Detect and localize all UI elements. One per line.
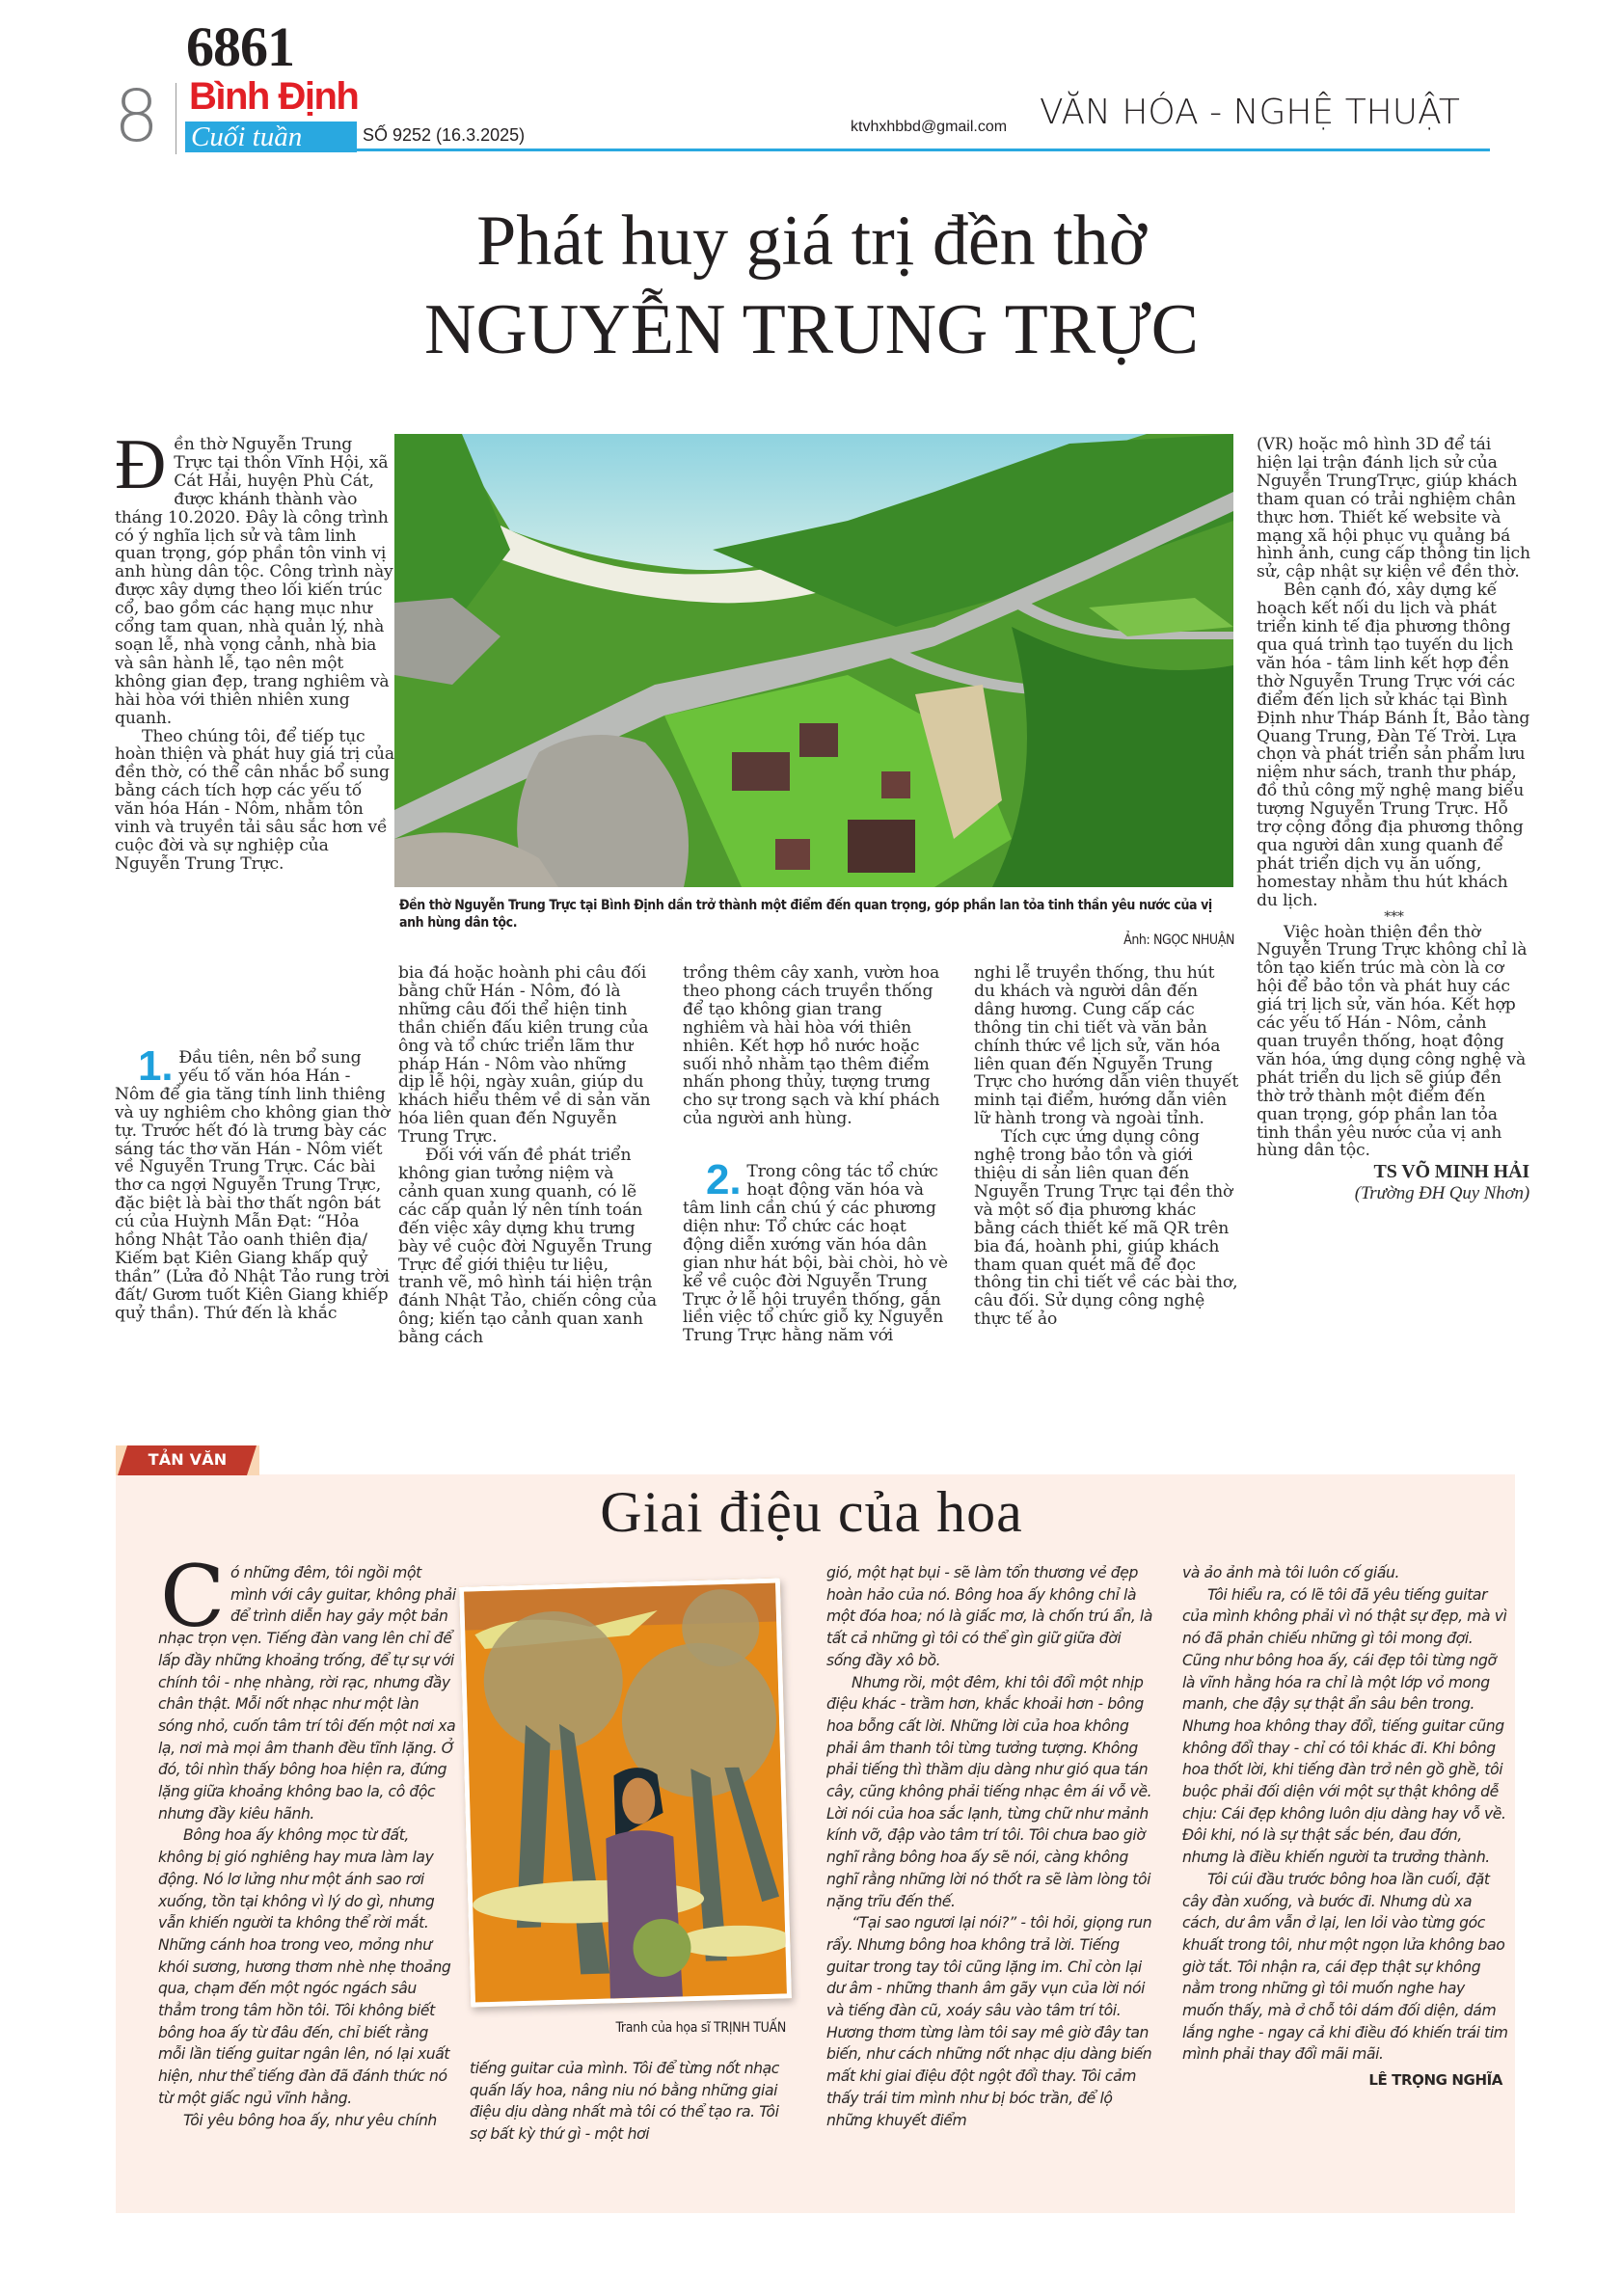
essay-column-4 (1182, 1562, 1510, 2092)
essay-title: Giai điệu của hoa (600, 1480, 1023, 1544)
essay-author: LÊ TRỌNG NGHĨA (1368, 2071, 1502, 2090)
section-title: VĂN HÓA - NGHỆ THUẬT (1040, 93, 1460, 132)
essay-paragraph: tiếng guitar của mình. Tôi để từng nốt nhạc quấn lấy hoa, nâng niu nó bằng những giai điệu dịu dàng nhất mà tôi có thể tạo ra. Tôi sợ bất kỳ thứ gì - một hơi (470, 2060, 779, 2144)
article-column-3 (683, 964, 948, 1345)
article-headline (0, 199, 1623, 376)
author-affiliation: (Trường ĐH Quy Nhơn) (1354, 1183, 1529, 1204)
newspaper-logo-name: Bình Định (189, 75, 359, 118)
article-point-1: 1. Đầu tiên, nên bổ sung yếu tố văn hóa Hán - Nôm để gia tăng tính linh thiêng và uy nghiêm cho không gian thờ tự. Trước hết đó là trưng bày các sáng tác thơ văn Hán - Nôm viết về Nguyễn Trung Trực. Các bài thơ ca ngợi Nguyễn Trung Trực, đặc biệt là bài thơ thất ngôn bát cú của Huỳnh Mẫn Đạt: “Hỏa hồng Nhật Tảo oanh thiên địa/ Kiếm bạt Kiên Giang khấp quỷ thần” (Lửa đỏ Nhật Tảo rung trời đất/ Gươm tuốt Kiên Giang khiếp quỷ thần). Thứ đến là khắc (115, 1042, 391, 1323)
essay-paragraph: Có những đêm, tôi ngồi một mình với cây guitar, không phải để trình diễn hay gảy một bản nhạc trọn vẹn. Tiếng đàn vang lên chỉ để lấp đầy những khoảng trống, để tự sự với chính tôi - nhẹ nhàng, rời rạc, nhưng đầy chân thật. Mỗi nốt nhạc như một làn sóng nhỏ, cuốn tâm trí tôi đến một nơi xa lạ, nơi mà mọi âm thanh đều tĩnh lặng. Ở đó, tôi nhìn thấy bông hoa hiện ra, đứng lặng giữa khoảng không bao la, cô độc nhưng đầy kiêu hãnh. (158, 1547, 456, 1823)
headline-line-2: NGUYỄN TRUNG TRỰC (424, 290, 1199, 369)
essay-column-2 (470, 2058, 798, 2146)
painting-illustration (464, 1583, 787, 2003)
article-column-2 (398, 964, 657, 1347)
headline-line-1: Phát huy giá trị đền thờ (476, 202, 1147, 281)
point-number-2: 2. (706, 1156, 742, 1204)
article-paragraph: trồng thêm cây xanh, vườn hoa theo phong cách truyền thống để tạo không gian trang nghiêm và hài hòa với thiên nhiên. Kết hợp hồ nước hoặc suối nhỏ nhằm tạo thêm điểm nhấn phong thủy, tượng trưng cho sự trong sạch và khí phách của người anh hùng. (683, 963, 940, 1129)
article-paragraph: Theo chúng tôi, để tiếp tục hoàn thiện và phát huy giá trị của đền thờ, có thể cân nhắc bổ sung bằng cách tích hợp các yếu tố văn hóa Hán - Nôm, nhằm tôn vinh và truyền tải sâu sắc hơn về cuộc đời và sự nghiệp của Nguyễn Trung Trực. (115, 726, 394, 874)
painting-image (459, 1578, 792, 2007)
essay-paragraph: Tôi yêu bông hoa ấy, như yêu chính (183, 2111, 437, 2129)
essay-column-1 (158, 1547, 457, 2131)
article-paragraph: Đối với vấn đề phát triển không gian tưởng niệm và cảnh quan xung quanh, có lẽ các cấp quản lý nên tính toán đến việc xây dựng khu trưng bày về cuộc đời Nguyễn Trung Trực để giới thiệu tư liệu, tranh vẽ, mô hình tái hiện trận đánh Nhật Tảo, chiến công của ông; kiến tạo cảnh quan xanh bằng cách (398, 1146, 657, 1348)
issue-number: SỐ 9252 (16.3.2025) (363, 125, 526, 145)
essay-paragraph: Nhưng rồi, một đêm, khi tôi đổi một nhịp điệu khác - trầm hơn, khắc khoải hơn - bông hoa bỗng cất lời. Những lời của hoa không phải âm thanh tôi từng tưởng tượng. Không phải tiếng thì thầm dịu dàng như gió qua tán cây, cũng không phải tiếng nhạc êm ái vỗ về. Lời nói của hoa sắc lạnh, từng chữ như mảnh kính vỡ, đập vào tâm trí tôi. Tôi chưa bao giờ nghĩ rằng bông hoa ấy sẽ nói, càng không nghĩ rằng những lời nó thốt ra sẽ làm lòng tôi nặng trĩu đến thế. (826, 1673, 1152, 1910)
drop-cap: Đ (115, 425, 167, 504)
article-column-1-lower (115, 1042, 394, 1323)
article-paragraph: Tích cực ứng dụng công nghệ trong bảo tồn và giới thiệu di sản liên quan đến Nguyễn Trung Trực tại đền thờ và một số địa phương khác bằng cách thiết kế mã QR trên bia đá, hoành phi, giúp khách tham quan quét mã để đọc thông tin chi tiết về các bài thơ, câu đối. Sử dụng công nghệ thực tế ảo (974, 1127, 1238, 1330)
section-separator: *** (1384, 908, 1404, 925)
essay-paragraph: Tôi hiểu ra, có lẽ tôi đã yêu tiếng guitar của mình không phải vì nó thật sự đẹp, mà vì nó đã phản chiếu những gì tôi mong đợi. Cũng như bông hoa ấy, cái đẹp tôi từng ngỡ là vĩnh hằng hóa ra chỉ là một lớp vỏ mong manh, che đậy sự thật ẩn sâu bên trong. Nhưng hoa không thay đổi, tiếng guitar cũng không đổi thay - chỉ có tôi khác đi. Khi bông hoa thốt lời, khi tiếng đàn trở nên gồ ghề, tôi buộc phải đối diện với một sự thật không dễ chịu: Cái đẹp không luôn dịu dàng hay vỗ về. Đôi khi, nó là sự thật sắc bén, đau đớn, nhưng là điều khiến người ta trưởng thành. (1182, 1585, 1507, 1867)
essay-paragraph: Tôi cúi đầu trước bông hoa lần cuối, đặt cây đàn xuống, và bước đi. Nhưng dù xa cách, dư âm vẫn ở lại, len lỏi vào từng góc khuất trong tôi, như một ngọn lửa không bao giờ tắt. Tôi nhận ra, cái đẹp thật sự không nằm trong những gì tôi muốn nghe hay muốn thấy, mà ở chỗ tôi dám đối diện, dám lắng nghe - ngay cả khi điều đó khiến trái tim mình phải thay đổi mãi mãi. (1182, 1870, 1508, 2064)
essay-category-tag (116, 1445, 259, 1475)
essay-paragraph: “Tại sao ngươi lại nói?” - tôi hỏi, giọng run rẩy. Nhưng bông hoa không trả lời. Tiếng guitar trong tay tôi cũng lặng im. Chỉ còn lại dư âm - những thanh âm gãy vụn của lời nói và tiếng đàn cũ, xoáy sâu vào tâm trí tôi. Hương thơm từng làm tôi say mê giờ đây tan biến, như cách những nốt nhạc dịu dàng biến mất khi giai điệu đột ngột đổi thay. Tôi cảm thấy trái tim mình như bị bóc trần, để lộ những khuyết điểm (826, 1914, 1152, 2129)
contact-email[interactable]: ktvhxhbbd@gmail.com (851, 119, 1008, 135)
article-point-2: 2. Trong công tác tổ chức hoạt động văn hóa và tâm linh cần chú ý các phương diện như: Tổ chức các hoạt động diễn xướng văn hóa dân gian như hát bội, bài chòi, hò vè kể về cuộc đời Nguyễn Trung Trực ở lễ hội truyền thống, gắn liền việc tổ chức giỗ kỵ Nguyễn Trung Trực hằng năm với (683, 1156, 948, 1346)
article-paragraph: Bên cạnh đó, xây dựng kế hoạch kết nối du lịch và phát triển kinh tế địa phương thông qua quá trình tạo tuyến du lịch văn hóa - tâm linh kết hợp đền thờ Nguyễn Trung Trực với các điểm đến lịch sử khác tại Bình Định như Tháp Bánh Ít, Bảo tàng Quang Trung, Đàn Tế Trời. Lựa chọn và phát triển sản phẩm lưu niệm như sách, tranh thư pháp, đồ thủ công mỹ nghệ mang biểu tượng Nguyễn Trung Trực. Hỗ trợ cộng đồng địa phương thông qua người dân xung quanh để phát triển dịch vụ ăn uống, homestay nhằm thu hút khách du lịch. (1257, 581, 1530, 910)
article-column-5 (1257, 436, 1531, 1204)
article-author: TS VÕ MINH HẢI (1373, 1161, 1529, 1183)
aerial-photo-illustration (394, 434, 1233, 887)
page-code-number: 6861 (186, 15, 294, 78)
article-intro: Đền thờ Nguyễn Trung Trực tại thôn Vĩnh Hội, xã Cát Hải, huyện Phù Cát, được khánh thành vào tháng 10.2020. Đây là công trình có ý nghĩa lịch sử và tâm linh quan trọng, góp phần tôn vinh vị anh hùng dân tộc. Công trình này được xây dựng theo lối kiến trúc cổ, bao gồm các hạng mục như cổng tam quan, nhà quản lý, nhà soạn lễ, nhà vọng cảnh, nhà bia và sân hành lễ, tạo nên một không gian đẹp, trang nghiêm và hài hòa với thiên nhiên xung quanh. (115, 425, 393, 728)
article-paragraph: (VR) hoặc mô hình 3D để tái hiện lại trận đánh lịch sử của Nguyễn TrungTrực, giúp khách tham quan có trải nghiệm chân thực hơn. Thiết kế website và mạng xã hội phục vụ quảng bá hình ảnh, cung cấp thông tin lịch sử, cập nhật sự kiện về đền thờ. (1257, 435, 1530, 582)
article-paragraph: bia đá hoặc hoành phi câu đối bằng chữ Hán - Nôm, đó là những câu đối thể hiện tinh thần chiến đấu kiên trung của ông và tổ chức triển lãm thư pháp Hán - Nôm vào những dịp lễ hội, ngày xuân, giúp du khách hiểu thêm về di sản văn hóa liên quan đến Nguyễn Trung Trực. (398, 963, 651, 1148)
essay-category-label: TẢN VĂN (148, 1450, 228, 1469)
painting-caption: Tranh của họa sĩ TRỊNH TUẤN (615, 2020, 786, 2036)
photo-caption (399, 897, 1234, 949)
point-number-1: 1. (138, 1042, 174, 1090)
essay-drop-cap: C (160, 1547, 225, 1646)
photo-credit: Ảnh: NGỌC NHUẬN (1123, 932, 1234, 948)
temple-aerial-photo (394, 434, 1233, 887)
article-paragraph: nghi lễ truyền thống, thu hút du khách và người dân đến dâng hương. Cung cấp các thông tin chi tiết và văn bản chính thức về lịch sử, văn hóa liên quan đến Nguyễn Trung Trực cho hướng dẫn viên thuyết minh tại điểm, hướng dẫn viên lữ hành trong và ngoài tỉnh. (974, 963, 1239, 1129)
essay-paragraph: Bông hoa ấy không mọc từ đất, không bị gió nghiêng hay mưa làm lay động. Nó lơ lửng như một ánh sao rơi xuống, tồn tại không vì lý do gì, nhưng vẫn khiến người ta không thể rời mắt. Những cánh hoa trong veo, mỏng như khói sương, hương thơm nhè nhẹ thoảng qua, chạm đến một ngóc ngách sâu thẳm trong tâm hồn tôi. Tôi không biết bông hoa ấy từ đâu đến, chỉ biết rằng mỗi lần tiếng guitar ngân lên, nó lại xuất hiện, như thể tiếng đàn đã đánh thức nó từ một giấc ngủ vĩnh hằng. (158, 1826, 451, 2107)
article-column-4 (974, 964, 1239, 1329)
photo-caption-text: Đền thờ Nguyễn Trung Trực tại Bình Định dần trở thành một điểm đến quan trọng, góp phần lan tỏa tinh thần yêu nước của vị anh hùng dân tộc. (399, 898, 1212, 931)
header-rule (357, 149, 1490, 151)
newspaper-logo-subtitle: Cuối tuần (185, 122, 357, 152)
article-column-1 (115, 425, 394, 874)
article-conclusion: Việc hoàn thiện đền thờ Nguyễn Trung Trực không chỉ là tôn tạo kiến trúc mà còn là cơ hội để bảo tồn và phát huy các giá trị lịch sử, văn hóa. Kết hợp các yếu tố Hán - Nôm, cảnh quan truyền thống, hoạt động văn hóa, ứng dụng công nghệ và phát triển du lịch sẽ giúp đền thờ trở thành một điểm đến quan trọng, góp phần lan tỏa tinh thần yêu nước của vị anh hùng dân tộc. (1257, 922, 1528, 1161)
page-number: 8 (114, 75, 160, 158)
essay-paragraph: và ảo ảnh mà tôi luôn cố giấu. (1182, 1564, 1400, 1581)
essay-column-3 (826, 1562, 1159, 2131)
essay-paragraph: gió, một hạt bụi - sẽ làm tổn thương vẻ đẹp hoàn hảo của nó. Bông hoa ấy không chỉ là một đóa hoa; nó là giấc mơ, là chốn trú ẩn, là tất cả những gì tôi có thể gìn giữ giữa đời sống đầy xô bồ. (826, 1564, 1153, 1669)
